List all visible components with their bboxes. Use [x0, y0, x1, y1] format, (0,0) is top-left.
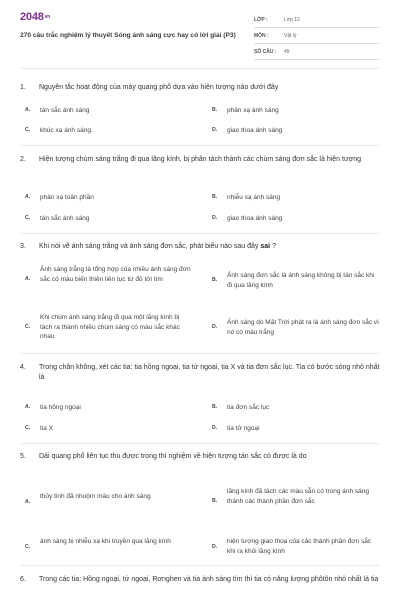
header-divider — [20, 68, 380, 69]
question-text: Trong chân không, xét các tia: tia hồng ngoại, tia tử ngoại, tia X và tia đơn sắc lục. Tia có bước sóng nhỏ nhất là — [39, 364, 380, 381]
question-divider — [20, 565, 380, 566]
page-header — [0, 0, 400, 60]
question-text: Khi nói về ánh sáng trắng và ánh sáng đơn sắc, phát biểu nào sau đây sai ? — [39, 243, 276, 250]
meta-grade: LỚP : Lớp 12 — [254, 14, 380, 28]
question-divider — [20, 443, 380, 444]
question-text: Hiện tượng chùm sáng trắng đi qua lăng kính, bị phân tách thành các chùm sáng đơn sắc là hiện tượng — [39, 156, 362, 163]
question-text: Dải quang phổ liên tục thu được trong thí nghiệm về hiện tượng tán sắc có được là do — [39, 453, 307, 460]
meta-question-count: SỐ CÂU : 45 — [254, 46, 380, 60]
question-divider — [20, 353, 380, 354]
question-text: Nguyên tắc hoạt động của máy quang phổ dựa vào hiện tượng nào dưới đây — [39, 84, 279, 91]
question-text: Trong các tia: Hồng ngoại, tử ngoại, Rơnghen và tia ánh sáng tím thì tia có năng lượng phôtôn nhỏ nhất là tia — [39, 576, 379, 583]
meta-subject: MÔN : Vật lý — [254, 30, 380, 44]
site-logo[interactable]: 2048vn — [20, 11, 51, 23]
worksheet-page: 2048vn 270 câu trắc nghiệm lý thuyết Sóng ánh sáng cực hay có lời giải (P3) LỚP : Lớp 12 MÔN : Vật lý SỐ CÂU : 45 1. Nguyên tắc hoạt động của máy quang phổ dựa vào hiện tượng nào dưới đây A. tán sắc ánh sáng B. phản xạ ánh sáng C. khúc xạ ánh sáng. D. giao thoa ánh sáng 2. Hiện tượng chùm sáng trắng đi qua lăng kính, bị phân tách thành các chùm sáng đơn sắc là hiện tượng A. phản xạ toàn phần B. nhiễu xạ ánh sáng C. tán sắc ánh sáng D. giao thoa ánh sáng 3. Khi nói về ánh sáng trắng và ánh sáng đơn sắc, phát biểu nào sau đây sai ? A. Ánh sáng trắng là tổng hợp của nhiều ánh sáng đơn sắc có màu biến thiên liên tục từ đỏ tới tím B. Ánh sáng đơn sắc là ánh sáng không bị tán sắc khi đi qua lăng kính C. Khi chùm ánh sáng trắng đi qua một lăng kính bị tách ra thành nhiều chùm sáng có màu sắc khác nhau D. Ánh sáng do Mặt Trời phát ra là ánh sáng đơn sắc vì nó có màu trắng 4. Trong chân không, xét các tia: tia hồng ngoại, tia tử ngoại, tia X và tia đơn sắc lục. Tia có bước sóng nhỏ nhất là A. tia hồng ngoại B. tia đơn sắc lục C. tia X D. tia tử ngoại 5. Dải quang phổ liên tục thu được trong thí nghiệm về hiện tượng tán sắc có được là do A. thủy tinh đã nhuộm màu cho ánh sáng B. lăng kính đã tách các màu sẵn có trong ánh sáng thành các thành phần đơn sắc C. ánh sáng bị nhiễu xạ khi truyền qua lăng kính D. hiện tượng giao thoa của các thành phần đơn sắc khi ra khỏi lăng kính 6. Trong các tia: Hồng ngoại, tử ngoại, Rơnghen và tia ánh sáng tím thì tia có năng lượng phôtôn nhỏ nhất là tia — [0, 0, 400, 600]
question-divider — [20, 145, 380, 146]
question-divider — [20, 233, 380, 234]
document-title: 270 câu trắc nghiệm lý thuyết Sóng ánh sáng cực hay có lời giải (P3) — [20, 32, 236, 39]
emphasis-word: sai — [260, 243, 271, 250]
